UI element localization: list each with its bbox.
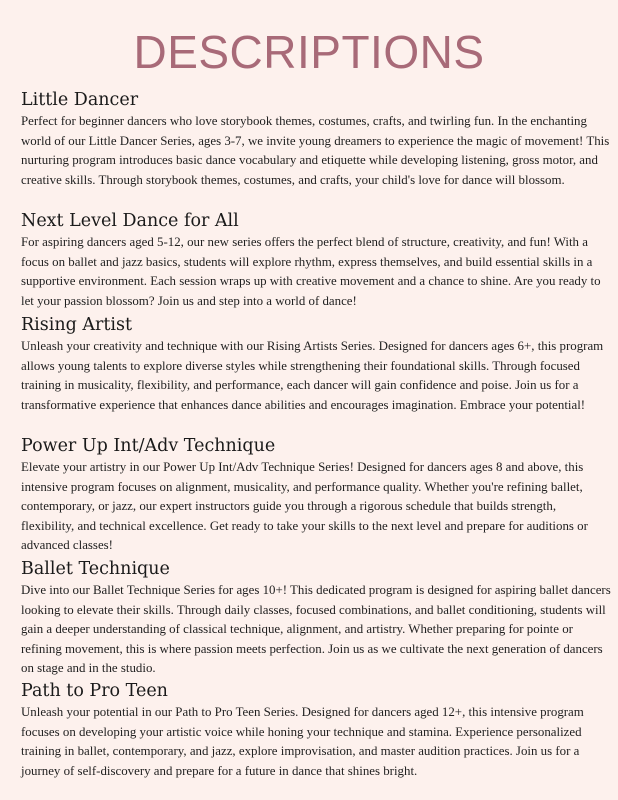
section-ballet-technique: [21, 557, 611, 679]
section-heading: Next Level Dance for All: [21, 211, 239, 231]
section-rising-artist: [21, 313, 611, 415]
section-heading: Rising Artist: [21, 315, 133, 335]
section-body: Unleash your creativity and technique with our Rising Artists Series. Designed for dancers ages 6+, this program allows young talents to explore diverse styles while strengthening their foundational skills. Through focused training in musicality, flexibility, and performance, each dancer will gain confidence and poise. Join us for a transformative experience that enhances dance abilities and encourages imagination. Embrace your potential!: [21, 339, 604, 412]
section-body: For aspiring dancers aged 5-12, our new series offers the perfect blend of structure, creativity, and fun! With a focus on ballet and jazz basics, students will explore rhythm, express themselves, and build essential skills in a supportive environment. Each session wraps up with creative movement and a chance to shine. Are you ready to let your passion blossom? Join us and step into a world of dance!: [21, 235, 601, 308]
section-next-level-dance: [21, 209, 611, 311]
section-heading: Ballet Technique: [21, 559, 170, 579]
section-body: Perfect for beginner dancers who love storybook themes, costumes, crafts, and twirling fun. In the enchanting world of our Little Dancer Series, ages 3-7, we invite young dreamers to experience the magic of movement! This nurturing program introduces basic dance vocabulary and etiquette while developing listening, gross motor, and creative skills. Through storybook themes, costumes, and crafts, your child's love for dance will blossom.: [21, 114, 610, 187]
section-body: Dive into our Ballet Technique Series for ages 10+! This dedicated program is designed for aspiring ballet dancers looking to elevate their skills. Through daily classes, focused combinations, and ballet conditioning, students will gain a deeper understanding of classical technique, alignment, and artistry. Whether preparing for pointe or refining movement, this is where passion meets perfection. Join us as we cultivate the next generation of dancers on stage and in the studio.: [21, 583, 611, 675]
section-heading: Power Up Int/Adv Technique: [21, 436, 276, 456]
section-power-up-technique: [21, 434, 611, 556]
section-heading: Little Dancer: [21, 90, 139, 110]
section-body: Elevate your artistry in our Power Up Int/Adv Technique Series! Designed for dancers ages 8 and above, this intensive program focuses on alignment, musicality, and performance quality. Whether you're refining ballet, contemporary, or jazz, our expert instructors guide you through a rigorous schedule that builds strength, flexibility, and technical excellence. Get ready to take your skills to the next level and prepare for auditions or advanced classes!: [21, 460, 588, 552]
section-path-to-pro-teen: [21, 679, 611, 781]
section-little-dancer: [21, 88, 611, 190]
section-heading: Path to Pro Teen: [21, 681, 168, 701]
section-body: Unleash your potential in our Path to Pro Teen Series. Designed for dancers aged 12+, this intensive program focuses on developing your artistic voice while honing your technique and stamina. Experience personalized training in ballet, contemporary, and jazz, explore improvisation, and master audition practices. Join us for a journey of self-discovery and prepare for a future in dance that shines bright.: [21, 705, 584, 778]
page-title: DESCRIPTIONS: [133, 26, 485, 78]
